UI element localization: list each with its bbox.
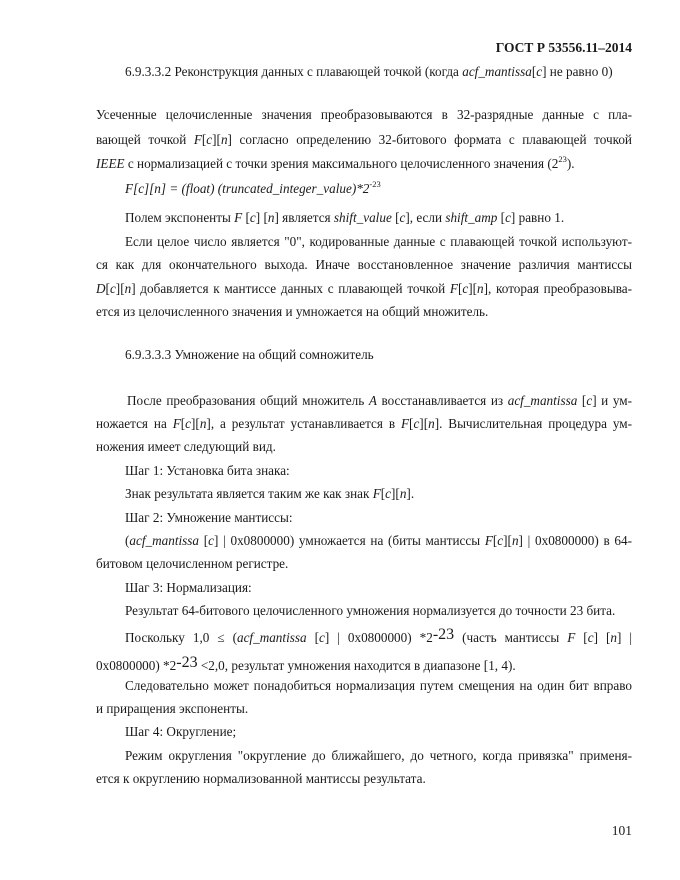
paragraph-line: 0x0800000) *2-23 <2,0, результат умножения находится в диапазоне [1, 4).: [96, 654, 516, 673]
section-heading-6-9-3-3-2: 6.9.3.3.2 Реконструкция данных с плавающей точкой (когда acf_mantissa[c] не равно 0): [125, 64, 613, 79]
paragraph-line: ется из целочисленного значения и умножается на общий множитель.: [96, 304, 489, 319]
paragraph-line: Если целое число является "0", кодированные данные с плавающей точкой используют-: [125, 234, 632, 249]
paragraph-line: (acf_mantissa [c] | 0x0800000) умножается на (биты мантиссы F[c][n] | 0x0800000) в 64-: [125, 533, 632, 548]
paragraph-line: Следовательно может понадобиться нормализация путем смещения на один бит вправо: [125, 678, 632, 693]
section-heading-6-9-3-3-3: 6.9.3.3.3 Умножение на общий сомножитель: [125, 347, 374, 362]
step-1-title: Шаг 1: Установка бита знака:: [125, 463, 290, 478]
paragraph-line: IEEE с нормализацией с точки зрения максимального целочисленного значения $(2^{23})$.: [96, 154, 575, 171]
paragraph-line: ется к округлению нормализованной мантиссы результата.: [96, 771, 426, 786]
document-header: ГОСТ Р 53556.11–2014: [495, 40, 632, 55]
paragraph-line: Полем экспоненты F [c] [n] является shift_value [c], если shift_amp [c] равно 1.: [125, 210, 565, 225]
step-4-title: Шаг 4: Округление;: [125, 724, 237, 739]
paragraph-line: Усеченные целочисленные значения преобразовываются в 32-разрядные данные с пла-: [96, 107, 632, 122]
step-1-text: Знак результата является таким же как знак F[c][n].: [125, 486, 415, 501]
step-3-title: Шаг 3: Нормализация:: [125, 580, 252, 595]
paragraph-line: ножения имеет следующий вид.: [96, 439, 276, 454]
paragraph-line: и приращения экспоненты.: [96, 701, 249, 716]
paragraph-line: Режим округления "округление до ближайшего, до четного, когда привязка" применя-: [125, 748, 632, 763]
formula: F[c][n] = (float) $(truncated\_integer\_value)*2^{-23}$: [125, 179, 381, 196]
paragraph-line: ся как для окончательного выхода. Иначе восстановленное значение различия мантиссы: [96, 257, 632, 272]
step-2-title: Шаг 2: Умножение мантиссы:: [125, 510, 293, 525]
paragraph-line: ножается на F[c][n], а результат устанавливается в F[c][n]. Вычислительная процедура ум-: [96, 416, 632, 431]
paragraph-line: После преобразования общий множитель A восстанавливается из acf_mantissa [c] и ум-: [127, 393, 632, 408]
step-3-text: Результат 64-битового целочисленного умножения нормализуется до точности 23 бита.: [125, 603, 616, 618]
page-number: 101: [611, 823, 632, 838]
paragraph-line: вающей точкой F[c][n] согласно определению 32-битового формата с плавающей точкой: [96, 132, 632, 147]
paragraph-line: Поскольку 1,0 ≤ (acf_mantissa [c] | 0x0800000) *2-23 (часть мантиссы F [c] [n] |: [125, 626, 632, 645]
paragraph-line: битовом целочисленном регистре.: [96, 556, 289, 571]
paragraph-line: D[c][n] добавляется к мантиссе данных с плавающей точкой F[c][n], которая преобразовыва-: [96, 281, 632, 296]
